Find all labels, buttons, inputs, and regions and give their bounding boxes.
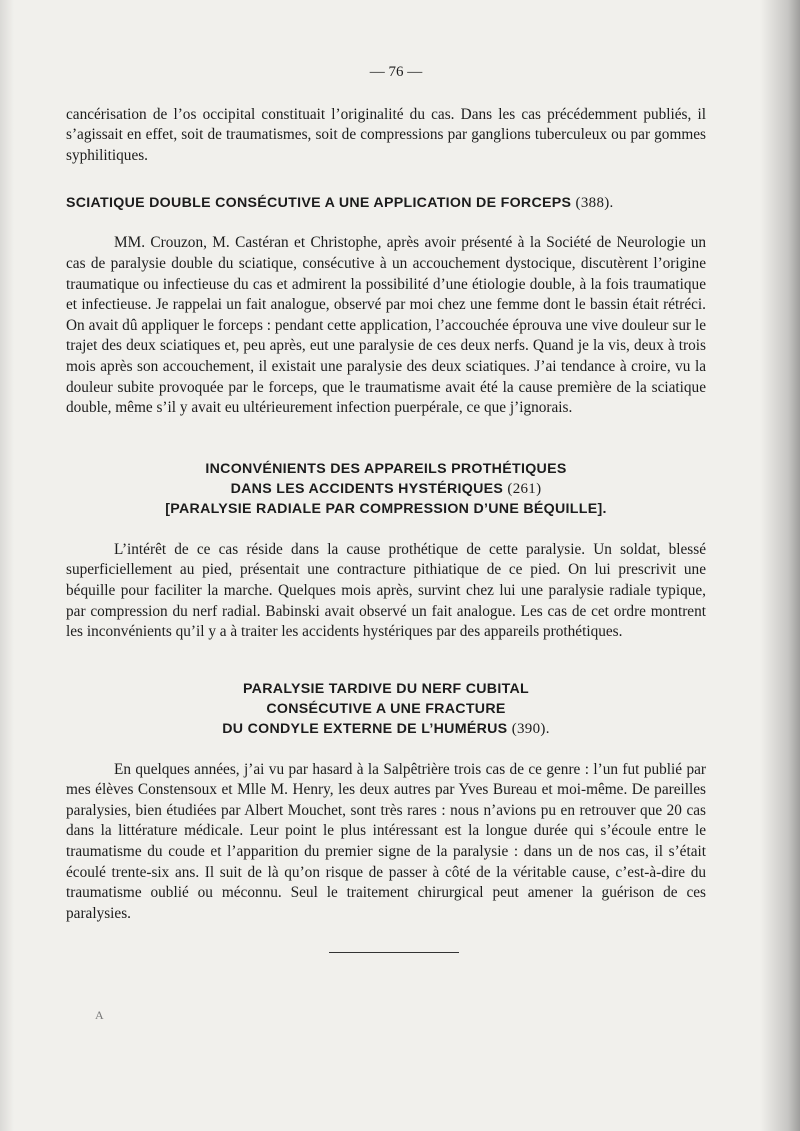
section-body-sciatique: MM. Crouzon, M. Castéran et Christophe, après avoir présenté à la Société de Neurologie un cas de paralysie double du sciatique, consécutive à un accouchement dystocique, discutèrent l’origine traumatique ou infectieuse du cas et admirent la possibilité d’une étiologie double, à la fois traumatique et infectieuse. Je rappelai un fait analogue, observé par moi chez une femme dont le bassin était rétréci. On avait dû appliquer le forceps : pendant cette application, l’accouchée éprouva une vive douleur sur le trajet des deux sciatiques et, peu après, eut une paralysie de ces deux nerfs. Quand je la vis, deux à trois mois après son accouchement, il existait une paralysie des deux sciatiques. J’ai tendance à croire, vu la douleur subite provoquée par le forceps, que le traumatisme avait été la cause première de la sciatique double, même s’il y avait eu ultérieurement infection puerpérale, ce que j’ignorais. xyxy=(66,234,706,417)
section-reference: (261) xyxy=(507,480,542,497)
document-page xyxy=(66,62,706,953)
page-number: — 76 — xyxy=(369,64,423,80)
section-title-line: [PARALYSIE RADIALE PAR COMPRESSION D’UNE BÉQUILLE]. xyxy=(165,500,607,517)
section-reference: (390). xyxy=(511,720,550,737)
page-edge-right xyxy=(760,0,800,1131)
section-title-line: CONSÉCUTIVE A UNE FRACTURE xyxy=(266,700,506,717)
intro-paragraph: cancérisation de l’os occipital constituait l’originalité du cas. Dans les cas précédemment publiés, il s’agissait en effet, soit de traumatismes, soit de compressions par ganglions tuberculeux ou par gommes syphilitiques. xyxy=(66,105,706,164)
footer-mark: A xyxy=(95,1008,104,1022)
section-title-text: DANS LES ACCIDENTS HYSTÉRIQUES xyxy=(230,480,504,497)
section-title-text: DU CONDYLE EXTERNE DE L’HUMÉRUS xyxy=(222,720,508,737)
section-heading-cubital xyxy=(66,679,706,739)
section-body-cubital: En quelques années, j’ai vu par hasard à la Salpêtrière trois cas de ce genre : l’un fut publié par mes élèves Constensoux et Mlle M. Henry, les deux autres par Yves Bureau et moi-même. De pareilles paralysies, bien étudiées par Albert Mouchet, sont très rares : nous n’avions pu en retrouver que 20 cas dans la littérature médicale. Leur point le plus intéressant est la longue durée qui s’écoule entre le traumatisme du coude et l’apparition du premier signe de la paralysie : dans un de nos cas, il s’était écoulé trente-six ans. Il suit de là qu’on risque de passer à côté de la véritable cause, c’est-à-dire du traumatisme oublié ou méconnu. Seul le traitement chirurgical peut amener la guérison de ces paralysies. xyxy=(66,760,706,922)
section-title: SCIATIQUE DOUBLE CONSÉCUTIVE A UNE APPLICATION DE FORCEPS xyxy=(66,195,572,212)
section-title-line: PARALYSIE TARDIVE DU NERF CUBITAL xyxy=(242,680,530,697)
section-heading-appareils xyxy=(66,459,706,519)
page-edge-left xyxy=(0,0,14,1131)
section-heading-sciatique xyxy=(66,193,706,213)
section-title-line: INCONVÉNIENTS DES APPAREILS PROTHÉTIQUES xyxy=(205,460,567,477)
section-title-line xyxy=(66,719,706,739)
closing-rule xyxy=(329,952,459,953)
section-title-line xyxy=(66,479,706,499)
section-reference: (388). xyxy=(575,195,614,212)
section-body-appareils: L’intérêt de ce cas réside dans la cause prothétique de cette paralysie. Un soldat, blessé superficiellement au pied, présentait une contracture pithiatique de ce pied. On lui prescrivit une béquille pour faciliter la marche. Quelques mois après, survint chez lui une paralysie radiale typique, par compression du nerf radial. Babinski avait observé un fait analogue. Les cas de cet ordre montrent les inconvénients qu’il y a à traiter les accidents hystériques par des appareils prothétiques. xyxy=(66,540,706,641)
